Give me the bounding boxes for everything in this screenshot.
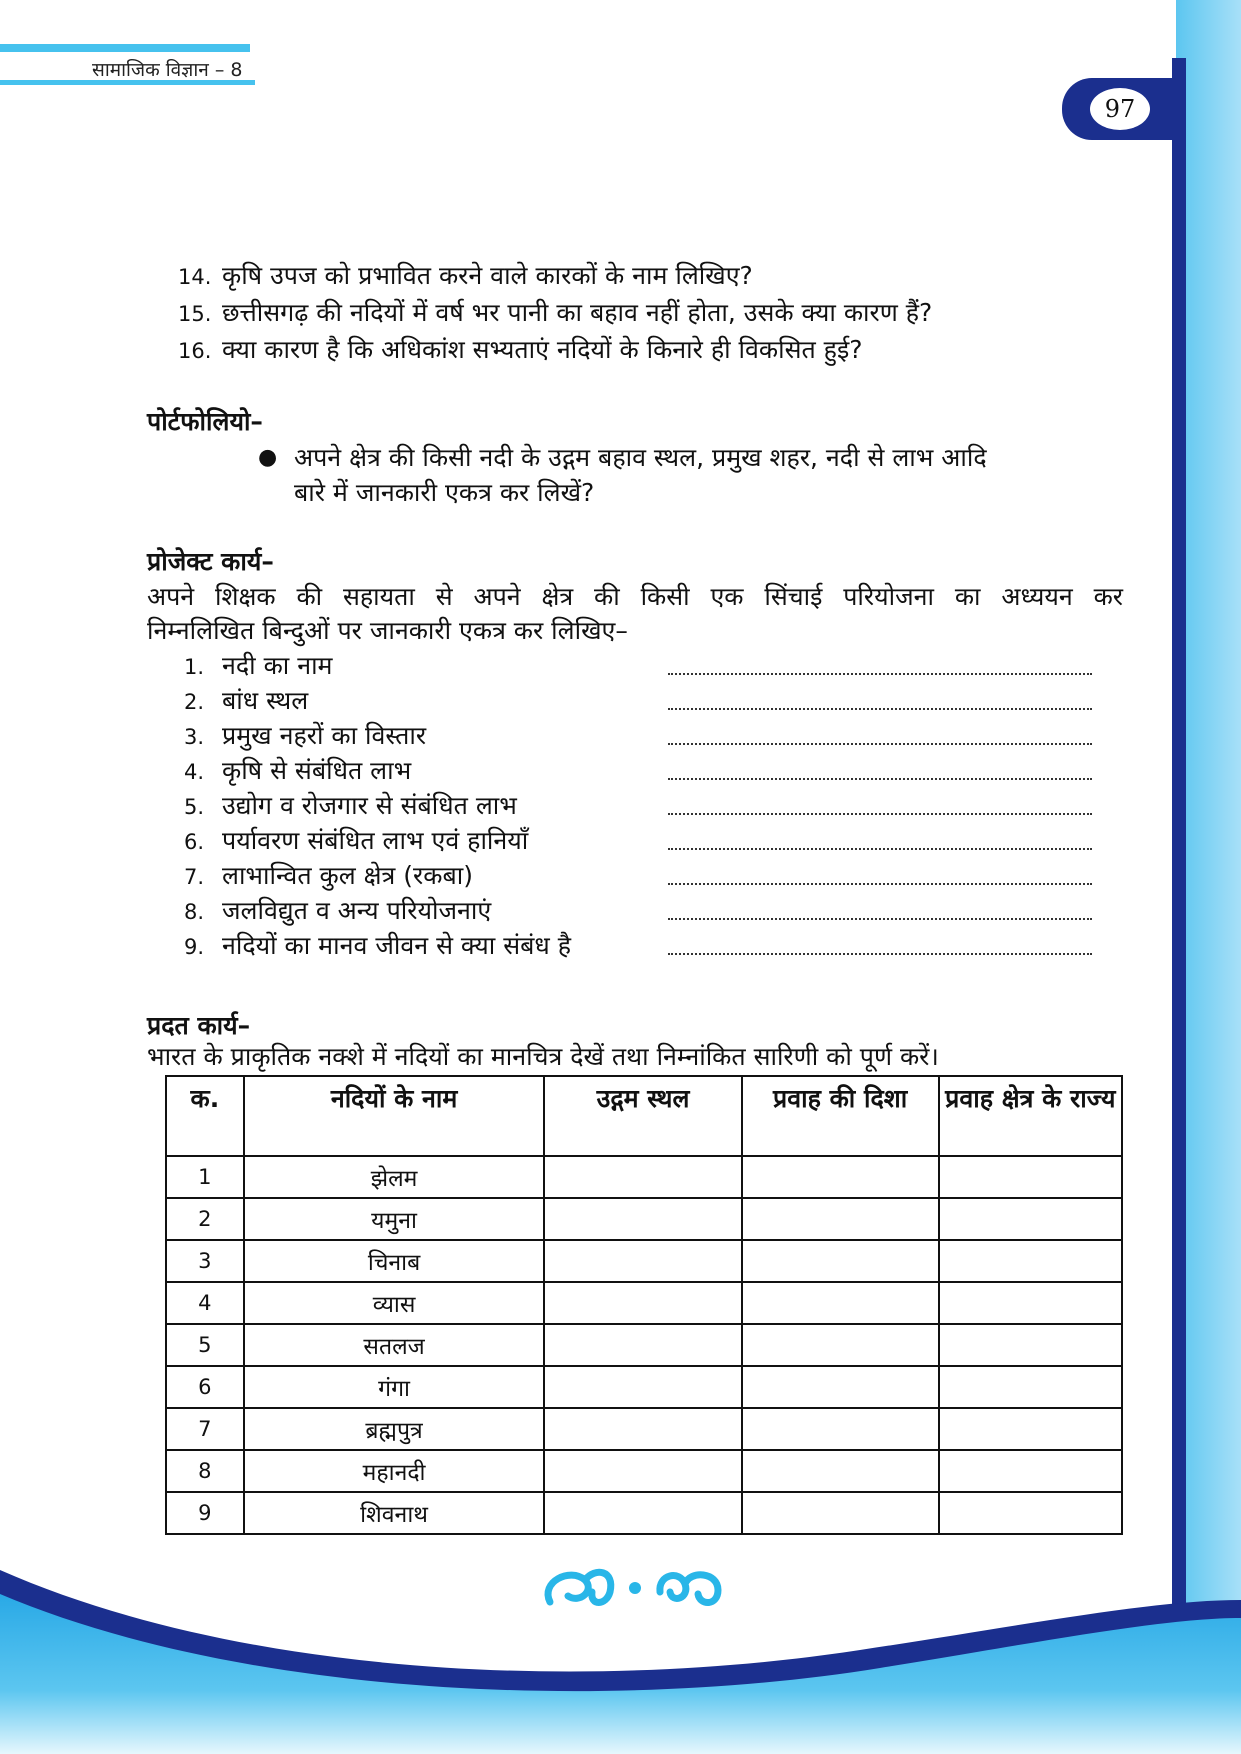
- states-cell[interactable]: [939, 1324, 1122, 1366]
- river-name-cell: व्यास: [244, 1282, 545, 1324]
- origin-cell[interactable]: [544, 1240, 741, 1282]
- river-table: [165, 1075, 1123, 1535]
- table-row: [166, 1408, 1122, 1450]
- list-item: 7. लाभान्वित कुल क्षेत्र (रकबा): [184, 858, 1094, 893]
- table-row: [166, 1240, 1122, 1282]
- states-cell[interactable]: [939, 1240, 1122, 1282]
- portfolio-heading: पोर्टफोलियो–: [147, 407, 263, 436]
- origin-cell[interactable]: [544, 1450, 741, 1492]
- serial-cell: 6: [166, 1366, 244, 1408]
- list-item: 9. नदियों का मानव जीवन से क्या संबंध है: [184, 928, 1094, 963]
- states-cell[interactable]: [939, 1282, 1122, 1324]
- question-item: 15. छत्तीसगढ़ की नदियों में वर्ष भर पानी का बहाव नहीं होता, उसके क्या कारण हैं?: [178, 298, 933, 327]
- direction-cell[interactable]: [742, 1240, 939, 1282]
- answer-blank: [668, 847, 1092, 850]
- assignment-heading: प्रदत कार्य–: [147, 1011, 251, 1040]
- bullet-icon: ●: [258, 445, 278, 470]
- direction-cell[interactable]: [742, 1408, 939, 1450]
- table-row: [166, 1324, 1122, 1366]
- serial-cell: 5: [166, 1324, 244, 1366]
- table-header-row: [166, 1076, 1122, 1156]
- table-row: [166, 1492, 1122, 1534]
- column-header-river-name: नदियों के नाम: [244, 1076, 545, 1156]
- list-item: 6. पर्यावरण संबंधित लाभ एवं हानियाँ: [184, 823, 1094, 858]
- direction-cell[interactable]: [742, 1324, 939, 1366]
- table-row: [166, 1198, 1122, 1240]
- states-cell[interactable]: [939, 1492, 1122, 1534]
- serial-cell: 4: [166, 1282, 244, 1324]
- serial-cell: 9: [166, 1492, 244, 1534]
- direction-cell[interactable]: [742, 1450, 939, 1492]
- states-cell[interactable]: [939, 1366, 1122, 1408]
- column-header-flow-direction: प्रवाह की दिशा: [742, 1076, 939, 1156]
- project-intro-line1: अपने शिक्षक की सहायता से अपने क्षेत्र की किसी एक सिंचाई परियोजना का अध्ययन कर: [147, 582, 1123, 611]
- assignment-instruction: भारत के प्राकृतिक नक्शे में नदियों का मानचित्र देखें तथा निम्नांकित सारिणी को पूर्ण करें।: [147, 1042, 939, 1071]
- answer-blank: [668, 952, 1092, 955]
- answer-blank: [668, 882, 1092, 885]
- answer-blank: [668, 672, 1092, 675]
- question-item: 16. क्या कारण है कि अधिकांश सभ्यताएं नदियों के किनारे ही विकसित हुई?: [178, 335, 863, 364]
- river-name-cell: ब्रह्मपुत्र: [244, 1408, 545, 1450]
- question-item: 14. कृषि उपज को प्रभावित करने वाले कारकों के नाम लिखिए?: [178, 261, 753, 290]
- table-row: [166, 1450, 1122, 1492]
- answer-blank: [668, 742, 1092, 745]
- list-item: 1. नदी का नाम: [184, 648, 1094, 683]
- answer-blank: [668, 917, 1092, 920]
- serial-cell: 2: [166, 1198, 244, 1240]
- river-name-cell: सतलज: [244, 1324, 545, 1366]
- column-header-flow-states: प्रवाह क्षेत्र के राज्य: [939, 1076, 1122, 1156]
- column-header-origin: उद्गम स्थल: [544, 1076, 741, 1156]
- list-item: 4. कृषि से संबंधित लाभ: [184, 753, 1094, 788]
- origin-cell[interactable]: [544, 1198, 741, 1240]
- answer-blank: [668, 812, 1092, 815]
- question-list: [178, 258, 932, 369]
- origin-cell[interactable]: [544, 1282, 741, 1324]
- river-name-cell: गंगा: [244, 1366, 545, 1408]
- river-name-cell: शिवनाथ: [244, 1492, 545, 1534]
- states-cell[interactable]: [939, 1450, 1122, 1492]
- table-row: [166, 1156, 1122, 1198]
- origin-cell[interactable]: [544, 1408, 741, 1450]
- project-heading: प्रोजेक्ट कार्य–: [147, 547, 274, 576]
- states-cell[interactable]: [939, 1408, 1122, 1450]
- list-item: 8. जलविद्युत व अन्य परियोजनाएं: [184, 893, 1094, 928]
- river-name-cell: यमुना: [244, 1198, 545, 1240]
- answer-blank: [668, 777, 1092, 780]
- river-name-cell: चिनाब: [244, 1240, 545, 1282]
- origin-cell[interactable]: [544, 1366, 741, 1408]
- column-header-serial: क.: [166, 1076, 244, 1156]
- serial-cell: 8: [166, 1450, 244, 1492]
- direction-cell[interactable]: [742, 1492, 939, 1534]
- project-points-list: [184, 648, 1094, 963]
- direction-cell[interactable]: [742, 1198, 939, 1240]
- serial-cell: 3: [166, 1240, 244, 1282]
- list-item: 2. बांध स्थल: [184, 683, 1094, 718]
- project-intro-line2: निम्नलिखित बिन्दुओं पर जानकारी एकत्र कर लिखिए–: [147, 616, 628, 645]
- river-name-cell: झेलम: [244, 1156, 545, 1198]
- footer-wave: [0, 1560, 1241, 1754]
- serial-cell: 7: [166, 1408, 244, 1450]
- serial-cell: 1: [166, 1156, 244, 1198]
- direction-cell[interactable]: [742, 1282, 939, 1324]
- origin-cell[interactable]: [544, 1492, 741, 1534]
- book-subject-title: सामाजिक विज्ञान – 8: [92, 59, 243, 81]
- river-name-cell: महानदी: [244, 1450, 545, 1492]
- header-accent-bar: [0, 44, 250, 52]
- list-item: 5. उद्योग व रोजगार से संबंधित लाभ: [184, 788, 1094, 823]
- page-number: 97: [1090, 88, 1150, 130]
- origin-cell[interactable]: [544, 1324, 741, 1366]
- table-row: [166, 1366, 1122, 1408]
- states-cell[interactable]: [939, 1156, 1122, 1198]
- answer-blank: [668, 707, 1092, 710]
- direction-cell[interactable]: [742, 1156, 939, 1198]
- portfolio-bullet: ● अपने क्षेत्र की किसी नदी के उद्गम बहाव स्थल, प्रमुख शहर, नदी से लाभ आदि बारे में जानकारी एकत्र कर लिखें?: [258, 440, 1123, 510]
- list-item: 3. प्रमुख नहरों का विस्तार: [184, 718, 1094, 753]
- table-row: [166, 1282, 1122, 1324]
- states-cell[interactable]: [939, 1198, 1122, 1240]
- direction-cell[interactable]: [742, 1366, 939, 1408]
- right-margin-stripe: [1172, 58, 1186, 1618]
- origin-cell[interactable]: [544, 1156, 741, 1198]
